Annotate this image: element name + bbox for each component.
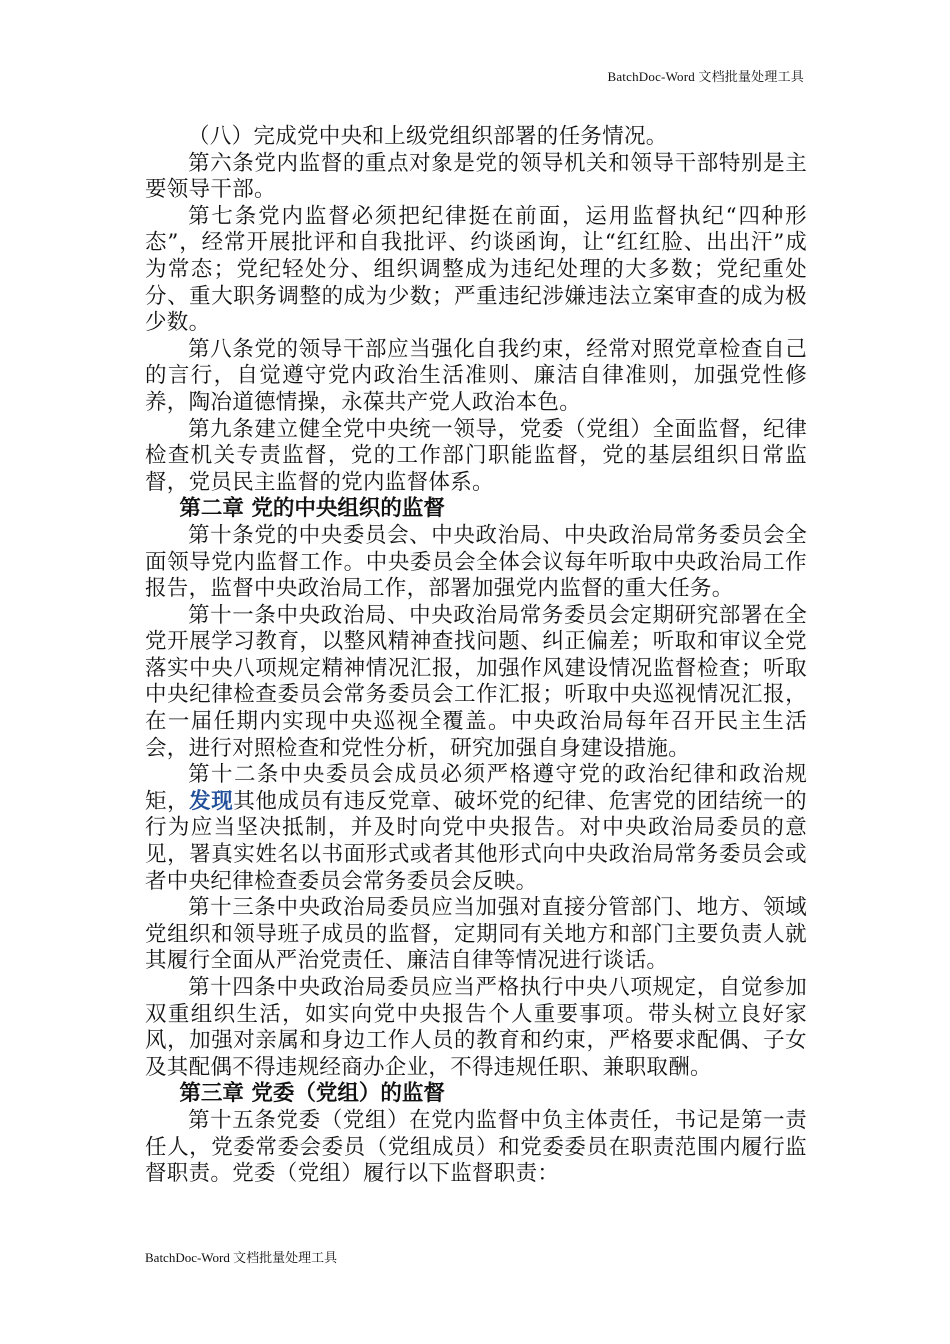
paragraph-text: 第十二条中央委员会成员必须严格遵守党的政治纪律和政治规矩， bbox=[145, 762, 807, 814]
chapter-heading: 第三章 党委（党组）的监督 bbox=[179, 1081, 445, 1107]
paragraph: 第九条建立健全党中央统一领导，党委（党组）全面监督，纪律检查机关专责监督，党的工作部门职能监督，党的基层组织日常监督，党员民主监督的党内监督体系。 bbox=[145, 416, 807, 495]
highlighted-text: 发现 bbox=[189, 788, 234, 814]
paragraph: 第十四条中央政治局委员应当严格执行中央八项规定，自觉参加双重组织生活，如实向党中央报告个人重要事项。带头树立良好家风，加强对亲属和身边工作人员的教育和约束，严格要求配偶、子女及其配偶不得违规经商办企业，不得违规任职、兼职取酬。 bbox=[145, 975, 807, 1080]
paragraph: 第十一条中央政治局、中央政治局常务委员会定期研究部署在全党开展学习教育，以整风精神查找问题、纠正偏差；听取和审议全党落实中央八项规定精神情况汇报，加强作风建设情况监督检查；听取中央纪律检查委员会常务委员会工作汇报；听取中央巡视情况汇报，在一届任期内实现中央巡视全覆盖。中央政治局每年召开民主生活会，进行对照检查和党性分析，研究加强自身建设措施。 bbox=[145, 602, 807, 761]
paragraph: 第七条党内监督必须把纪律挺在前面，运用监督执纪“四种形态”，经常开展批评和自我批评、约谈函询，让“红红脸、出出汗”成为常态；党纪轻处分、组织调整成为违纪处理的大多数；党纪重处分、重大职务调整的成为少数；严重违纪涉嫌违法立案审查的成为极少数。 bbox=[145, 203, 807, 336]
paragraph: 第八条党的领导干部应当强化自我约束，经常对照党章检查自己的言行，自觉遵守党内政治生活准则、廉洁自律准则，加强党性修养，陶冶道德情操，永葆共产党人政治本色。 bbox=[145, 336, 807, 415]
paragraph: 第十三条中央政治局委员应当加强对直接分管部门、地方、领域党组织和领导班子成员的监督，定期同有关地方和部门主要负责人就其履行全面从严治党责任、廉洁自律等情况进行谈话。 bbox=[145, 895, 807, 974]
paragraph: 第六条党内监督的重点对象是党的领导机关和领导干部特别是主要领导干部。 bbox=[145, 150, 807, 203]
paragraph: 第十五条党委（党组）在党内监督中负主体责任，书记是第一责任人，党委常委会委员（党组成员）和党委委员在职责范围内履行监督职责。党委（党组）履行以下监督职责： bbox=[145, 1107, 807, 1187]
page-header: BatchDoc-Word 文档批量处理工具 bbox=[607, 69, 804, 84]
paragraph-text: 其他成员有违反党章、破坏党的纪律、危害党的团结统一的行为应当坚决抵制，并及时向党中央报告。对中央政治局委员的意见，署真实姓名以书面形式或者其他形式向中央政治局常务委员会或者中央纪律检查委员会常务委员会反映。 bbox=[145, 788, 807, 894]
chapter-heading: 第二章 党的中央组织的监督 bbox=[179, 496, 445, 522]
paragraph: 第十条党的中央委员会、中央政治局、中央政治局常务委员会全面领导党内监督工作。中央委员会全体会议每年听取中央政治局工作报告，监督中央政治局工作，部署加强党内监督的重大任务。 bbox=[145, 522, 807, 602]
document-body bbox=[145, 124, 807, 1188]
paragraph: （八）完成党中央和上级党组织部署的任务情况。 bbox=[188, 124, 668, 149]
page-footer: BatchDoc-Word 文档批量处理工具 bbox=[145, 1250, 338, 1265]
paragraph bbox=[145, 762, 807, 895]
